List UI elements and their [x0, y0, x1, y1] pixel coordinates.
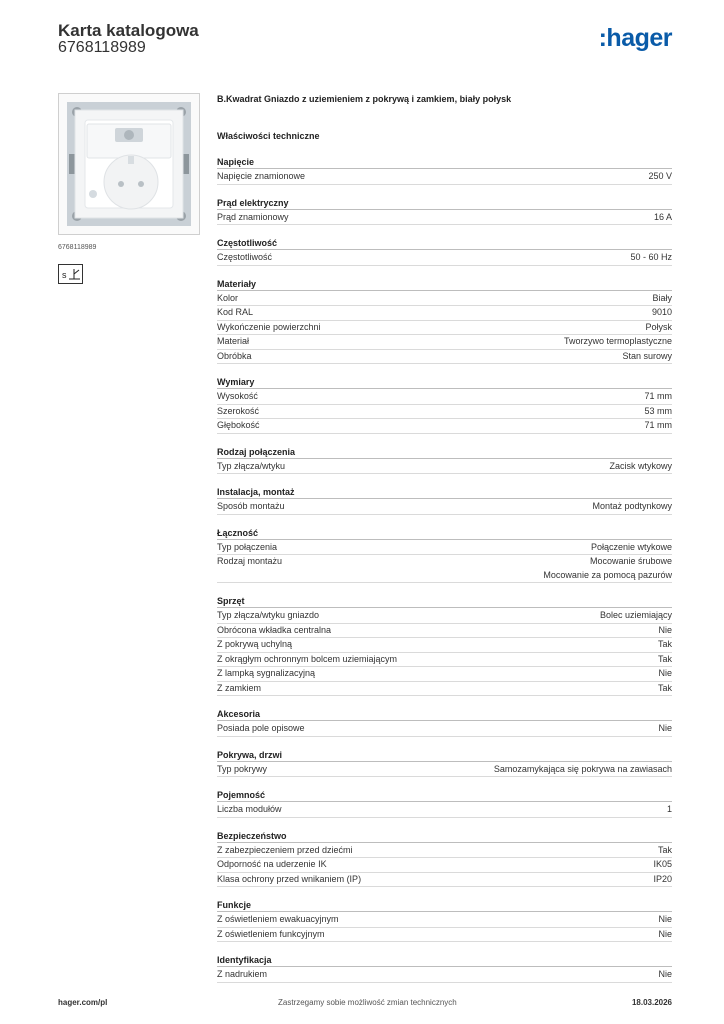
spec-row — [217, 405, 672, 420]
spec-value: Tak — [657, 844, 672, 855]
spec-label: Klasa ochrony przed wnikaniem (IP) — [217, 873, 362, 884]
spec-value: 50 - 60 Hz — [630, 252, 672, 262]
spec-value: Tak — [657, 639, 672, 649]
spec-label: Materiał — [217, 336, 250, 346]
spec-value: Tak — [657, 653, 672, 664]
spec-row — [217, 211, 672, 226]
spec-row — [217, 306, 672, 321]
footer-date: 18.03.2026 — [631, 998, 672, 1007]
product-title: B.Kwadrat Gniazdo z uziemieniem z pokrywą i zamkiem, biały połysk — [217, 94, 512, 104]
spec-group-title: Materiały — [217, 278, 672, 291]
spec-label: Napięcie znamionowe — [217, 171, 306, 181]
spec-group-title: Prąd elektryczny — [217, 197, 672, 210]
spec-label: Szerokość — [217, 405, 260, 416]
spec-row — [217, 321, 672, 336]
spec-value: Tak — [657, 682, 672, 693]
page-title: Karta katalogowa — [58, 21, 199, 40]
spec-row — [217, 803, 672, 818]
hager-logo: :hager — [598, 24, 672, 52]
spec-row — [217, 292, 672, 307]
spec-value: 9010 — [651, 307, 672, 317]
spec-label: Obróbka — [217, 350, 252, 361]
spec-label: Wykończenie powierzchni — [217, 321, 321, 332]
spec-label: Z pokrywą uchylną — [217, 639, 293, 649]
spec-content — [217, 93, 672, 995]
spec-row — [217, 638, 672, 653]
spec-value: Połysk — [645, 321, 672, 332]
catalog-number: 6768118989 — [58, 39, 146, 56]
spec-label: Prąd znamionowy — [217, 211, 289, 222]
spec-label: Z oświetleniem ewakuacyjnym — [217, 914, 339, 924]
spec-group — [217, 708, 672, 737]
spec-label: Typ połączenia — [217, 541, 278, 552]
spec-group — [217, 446, 672, 475]
spec-value: Bolec uziemiający — [599, 610, 672, 620]
spec-label: Rodzaj montażu — [217, 556, 283, 566]
spec-row — [217, 653, 672, 668]
spec-group-title: Wymiary — [217, 376, 672, 389]
spec-value: IP20 — [653, 873, 672, 884]
spec-group-title: Instalacja, montaż — [217, 486, 672, 499]
spec-group — [217, 156, 672, 185]
socket-illustration — [59, 94, 199, 234]
spec-row — [217, 682, 672, 697]
spec-row — [217, 928, 672, 943]
spec-group-title: Bezpieczeństwo — [217, 830, 672, 843]
spec-group — [217, 595, 672, 696]
spec-group-title: Napięcie — [217, 156, 672, 169]
spec-label: Kolor — [217, 292, 239, 303]
spec-group — [217, 830, 672, 888]
footer-website[interactable]: hager.com/pl — [58, 998, 108, 1007]
spec-row — [217, 460, 672, 475]
spec-row — [217, 667, 672, 682]
spec-value: Nie — [658, 969, 672, 979]
spec-row — [217, 170, 672, 185]
spec-label: Typ złącza/wtyku — [217, 460, 286, 471]
spec-group-title: Pokrywa, drzwi — [217, 749, 672, 762]
spec-group-title: Identyfikacja — [217, 954, 672, 967]
footer-notice: Zastrzegamy sobie możliwość zmian technicznych — [278, 998, 457, 1007]
spec-value: Stan surowy — [622, 350, 672, 361]
spec-row — [217, 624, 672, 639]
spec-row — [217, 858, 672, 873]
spec-group-title: Częstotliwość — [217, 237, 672, 250]
spec-label: Z nadrukiem — [217, 969, 268, 979]
spec-group — [217, 197, 672, 226]
spec-group-title: Sprzęt — [217, 595, 672, 608]
spec-label: Z okrągłym ochronnym bolcem uziemiającym — [217, 653, 398, 664]
spec-value: Montaż podtynkowy — [592, 501, 672, 511]
spec-value: Zacisk wtykowy — [609, 460, 672, 471]
spec-row — [217, 968, 672, 983]
spec-row — [217, 251, 672, 266]
spec-label: Wysokość — [217, 391, 258, 401]
spec-row — [217, 873, 672, 888]
spec-value: Tworzywo termoplastyczne — [563, 336, 672, 346]
spec-row — [217, 844, 672, 859]
spec-label: Głębokość — [217, 420, 260, 430]
spec-label: Sposób montażu — [217, 501, 285, 511]
spec-group-title: Rodzaj połączenia — [217, 446, 672, 459]
spec-label: Liczba modułów — [217, 804, 282, 814]
spec-group — [217, 486, 672, 515]
spec-group — [217, 376, 672, 434]
spec-value: Nie — [658, 723, 672, 733]
spec-row — [217, 555, 672, 583]
spec-value: Połączenie wtykowe — [590, 541, 672, 552]
spec-row — [217, 541, 672, 556]
spec-group — [217, 527, 672, 584]
spec-value: 16 A — [653, 211, 672, 222]
spec-label: Częstotliwość — [217, 252, 273, 262]
spec-row — [217, 500, 672, 515]
spec-label: Obrócona wkładka centralna — [217, 624, 332, 635]
spec-value: 53 mm — [644, 405, 672, 416]
spec-value: 1 — [666, 804, 672, 814]
spec-label: Z lampką sygnalizacyjną — [217, 668, 316, 678]
spec-label: Typ pokrywy — [217, 763, 268, 774]
image-caption: 6768118989 — [58, 244, 97, 251]
spec-label: Kod RAL — [217, 307, 254, 317]
product-image — [58, 93, 200, 235]
spec-value: Nie — [658, 928, 672, 939]
spec-label: Posiada pole opisowe — [217, 723, 305, 733]
spec-group — [217, 749, 672, 778]
spec-row — [217, 609, 672, 624]
spec-label: Z oświetleniem funkcyjnym — [217, 928, 325, 939]
svg-text:s: s — [62, 270, 67, 280]
spec-group-title: Pojemność — [217, 789, 672, 802]
spec-row — [217, 350, 672, 365]
spec-value: Nie — [658, 624, 672, 635]
spec-label: Z zabezpieczeniem przed dziećmi — [217, 844, 353, 855]
installation-symbol-icon — [58, 264, 83, 284]
spec-group-title: Funkcje — [217, 899, 672, 912]
spec-value: Samozamykająca się pokrywa na zawiasach — [493, 763, 672, 774]
spec-group — [217, 954, 672, 983]
spec-value: Nie — [658, 914, 672, 924]
spec-value: Biały — [652, 292, 672, 303]
specs-heading: Właściwości techniczne — [217, 131, 320, 141]
spec-group — [217, 789, 672, 818]
spec-value: IK05 — [653, 859, 672, 869]
spec-group-title: Łączność — [217, 527, 672, 540]
spec-label: Typ złącza/wtyku gniazdo — [217, 610, 320, 620]
spec-value: Nie — [658, 668, 672, 678]
spec-row — [217, 913, 672, 928]
spec-row — [217, 335, 672, 350]
spec-row — [217, 722, 672, 737]
spec-row — [217, 763, 672, 778]
spec-row — [217, 390, 672, 405]
spec-row — [217, 419, 672, 434]
spec-groups — [217, 156, 672, 983]
spec-group — [217, 237, 672, 266]
spec-value: 250 V — [648, 171, 672, 181]
spec-value: 71 mm — [644, 391, 672, 401]
spec-group — [217, 278, 672, 365]
spec-value: Mocowanie śrubowe Mocowanie za pomocą pazurów — [543, 556, 672, 580]
spec-group — [217, 899, 672, 942]
spec-group-title: Akcesoria — [217, 708, 672, 721]
spec-label: Odporność na uderzenie IK — [217, 859, 327, 869]
spec-label: Z zamkiem — [217, 682, 262, 693]
spec-value: 71 mm — [644, 420, 672, 430]
